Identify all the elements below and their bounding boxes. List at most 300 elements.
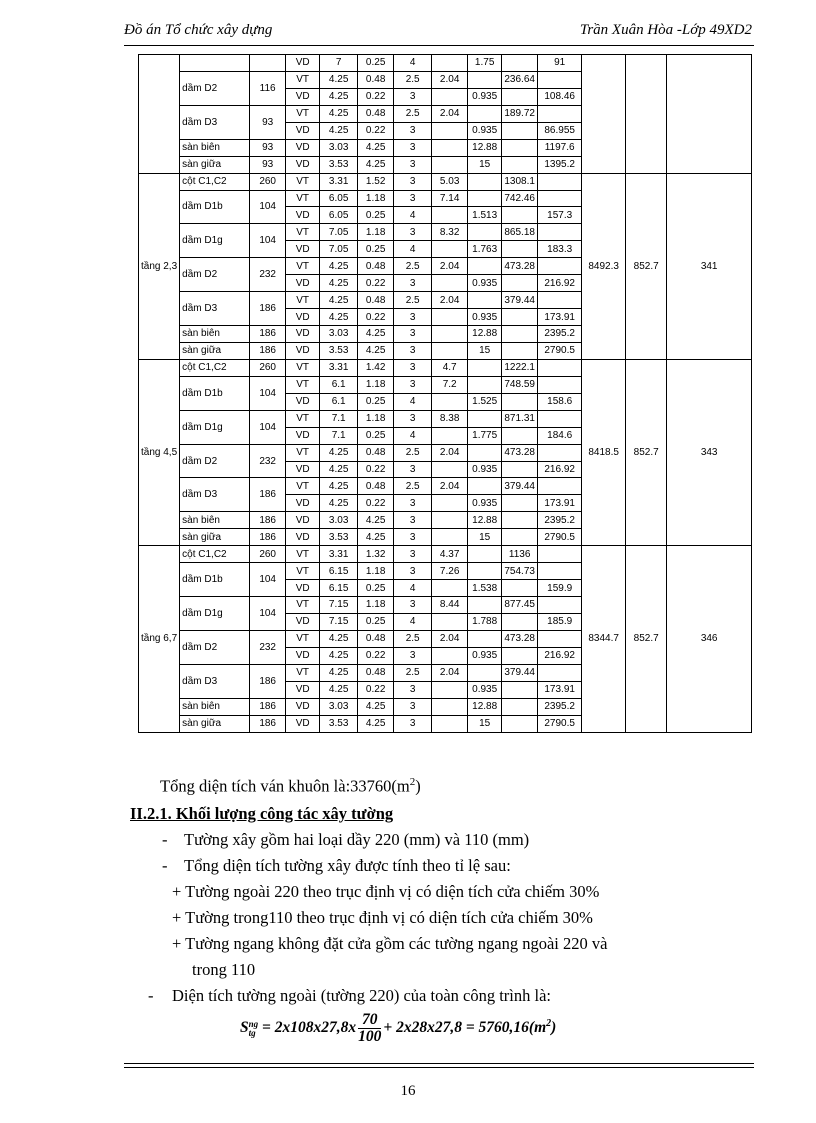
- table-cell: 7.15: [320, 597, 358, 614]
- table-cell: VT: [286, 71, 320, 88]
- table-cell: 1.18: [358, 410, 394, 427]
- table-cell: [432, 613, 468, 630]
- table-cell: [468, 376, 502, 393]
- total-formwork-text: Tổng diện tích ván khuôn là:33760(m: [160, 776, 410, 796]
- formwork-table: [138, 54, 752, 733]
- table-cell: dầm D2: [180, 444, 250, 478]
- table-cell: VD: [286, 512, 320, 529]
- page-number: 16: [400, 1083, 416, 1099]
- table-cell: 12.88: [468, 139, 502, 156]
- table-cell: 104: [250, 597, 286, 631]
- table-cell: 4.25: [358, 156, 394, 173]
- table-cell: [538, 105, 582, 122]
- table-cell: VD: [286, 698, 320, 715]
- table-cell: 7.1: [320, 410, 358, 427]
- table-cell: [502, 55, 538, 72]
- table-cell: 0.48: [358, 105, 394, 122]
- table-cell: 1.18: [358, 190, 394, 207]
- table-cell: [502, 326, 538, 343]
- table-cell: 3.31: [320, 359, 358, 376]
- table-cell: 3.53: [320, 529, 358, 546]
- table-cell: dầm D2: [180, 71, 250, 105]
- table-cell: sàn giữa: [180, 529, 250, 546]
- table-cell: dầm D2: [180, 258, 250, 292]
- table-cell: 2.04: [432, 630, 468, 647]
- table-cell: 4.25: [320, 309, 358, 326]
- table-cell: tầng 2,3: [139, 173, 180, 359]
- table-cell: 379.44: [502, 478, 538, 495]
- table-cell: [432, 427, 468, 444]
- table-cell: VT: [286, 563, 320, 580]
- table-cell: VD: [286, 309, 320, 326]
- table-cell: [502, 715, 538, 732]
- table-cell: VT: [286, 546, 320, 563]
- table-cell: 3: [394, 156, 432, 173]
- table-cell: 3: [394, 139, 432, 156]
- table-cell: VD: [286, 613, 320, 630]
- table-cell: 2.5: [394, 630, 432, 647]
- table-cell: 186: [250, 698, 286, 715]
- table-cell: 4.37: [432, 546, 468, 563]
- table-cell: VT: [286, 224, 320, 241]
- table-cell: VD: [286, 55, 320, 72]
- table-cell: [502, 156, 538, 173]
- table-cell: [502, 139, 538, 156]
- table-cell: 173.91: [538, 309, 582, 326]
- table-cell: 0.935: [468, 495, 502, 512]
- table-cell: [432, 122, 468, 139]
- table-cell: dầm D2: [180, 630, 250, 664]
- table-cell: [432, 309, 468, 326]
- table-cell: 3.03: [320, 326, 358, 343]
- table-cell: 6.15: [320, 580, 358, 597]
- table-cell: 104: [250, 563, 286, 597]
- table-cell: [432, 241, 468, 258]
- table-cell: tầng 4,5: [139, 359, 180, 545]
- table-cell: sàn giữa: [180, 156, 250, 173]
- table-cell: 4: [394, 55, 432, 72]
- table-cell: tầng 6,7: [139, 546, 180, 732]
- bullet-3-text: Diện tích tường ngoài (tường 220) của toàn công trình là:: [172, 986, 552, 1005]
- table-cell: VD: [286, 88, 320, 105]
- table-cell: 0.25: [358, 427, 394, 444]
- table-cell: 0.25: [358, 241, 394, 258]
- formula-lhs: S: [240, 1019, 249, 1037]
- table-cell: [468, 444, 502, 461]
- table-cell: sàn giữa: [180, 715, 250, 732]
- table-cell: [468, 664, 502, 681]
- table-cell: 343: [667, 359, 752, 545]
- header-rule: [124, 45, 754, 46]
- table-cell: VT: [286, 664, 320, 681]
- table-cell: 877.45: [502, 597, 538, 614]
- table-cell: [468, 546, 502, 563]
- table-cell: 0.22: [358, 495, 394, 512]
- table-cell: dầm D3: [180, 105, 250, 139]
- table-cell: 158.6: [538, 393, 582, 410]
- table-cell: [538, 563, 582, 580]
- table-cell: 1.538: [468, 580, 502, 597]
- table-cell: 173.91: [538, 495, 582, 512]
- table-cell: 4.25: [320, 495, 358, 512]
- table-cell: 93: [250, 139, 286, 156]
- table-cell: 104: [250, 224, 286, 258]
- table-cell: 15: [468, 156, 502, 173]
- table-cell: 4.25: [358, 715, 394, 732]
- table-cell: 4.25: [320, 122, 358, 139]
- table-cell: 871.31: [502, 410, 538, 427]
- table-cell: dầm D3: [180, 664, 250, 698]
- table-cell: VT: [286, 292, 320, 309]
- table-cell: 15: [468, 529, 502, 546]
- table-cell: 3: [394, 563, 432, 580]
- table-cell: 2790.5: [538, 715, 582, 732]
- table-cell: VD: [286, 529, 320, 546]
- table-cell: 0.935: [468, 461, 502, 478]
- table-cell: dầm D1g: [180, 410, 250, 444]
- table-cell: 104: [250, 410, 286, 444]
- table-cell: 2.04: [432, 105, 468, 122]
- table-cell: 0.22: [358, 122, 394, 139]
- table-cell: 473.28: [502, 444, 538, 461]
- table-cell: 3: [394, 512, 432, 529]
- table-cell: 3: [394, 359, 432, 376]
- table-cell: 4.25: [320, 664, 358, 681]
- table-cell: 185.9: [538, 613, 582, 630]
- table-cell: 3: [394, 529, 432, 546]
- table-cell: 4: [394, 241, 432, 258]
- formula-unit-sup: 2: [546, 1017, 552, 1029]
- table-cell: 3.53: [320, 156, 358, 173]
- table-cell: 3: [394, 342, 432, 359]
- table-cell: VD: [286, 495, 320, 512]
- table-cell: 186: [250, 292, 286, 326]
- table-cell: [538, 630, 582, 647]
- table-cell: 260: [250, 546, 286, 563]
- formula-fraction: [358, 1012, 381, 1045]
- table-cell: [502, 461, 538, 478]
- table-cell: 4: [394, 393, 432, 410]
- table-cell: 8.44: [432, 597, 468, 614]
- table-cell: 346: [667, 546, 752, 732]
- table-cell: VT: [286, 630, 320, 647]
- table-cell: 3: [394, 715, 432, 732]
- table-cell: [538, 71, 582, 88]
- table-cell: VD: [286, 241, 320, 258]
- table-cell: [468, 173, 502, 190]
- table-cell: 341: [667, 173, 752, 359]
- table-cell: dầm D1b: [180, 563, 250, 597]
- table-cell: 0.48: [358, 258, 394, 275]
- table-cell: 2.5: [394, 292, 432, 309]
- table-cell: 3: [394, 410, 432, 427]
- table-cell: 4.25: [320, 258, 358, 275]
- table-cell: 8.32: [432, 224, 468, 241]
- table-cell: 1.763: [468, 241, 502, 258]
- table-cell: [502, 495, 538, 512]
- table-cell: 2.04: [432, 664, 468, 681]
- table-cell: 0.22: [358, 88, 394, 105]
- table-cell: 4.25: [358, 512, 394, 529]
- table-cell: 7.26: [432, 563, 468, 580]
- table-cell: VT: [286, 410, 320, 427]
- table-cell: 3: [394, 326, 432, 343]
- table-cell: 1.32: [358, 546, 394, 563]
- table-cell: 0.48: [358, 664, 394, 681]
- table-cell: VD: [286, 326, 320, 343]
- table-cell: 2.5: [394, 105, 432, 122]
- table-cell: 4.25: [358, 529, 394, 546]
- table-cell: VD: [286, 156, 320, 173]
- table-cell: 748.59: [502, 376, 538, 393]
- table-cell: 8492.3: [582, 173, 626, 359]
- table-cell: VT: [286, 376, 320, 393]
- table-cell: [432, 580, 468, 597]
- table-cell: 3: [394, 647, 432, 664]
- table-cell: 4.25: [358, 139, 394, 156]
- table-cell: [139, 55, 180, 174]
- table-cell: [468, 359, 502, 376]
- table-cell: 0.48: [358, 71, 394, 88]
- table-cell: 4: [394, 207, 432, 224]
- table-cell: 3: [394, 275, 432, 292]
- table-cell: VD: [286, 715, 320, 732]
- table-cell: 2.04: [432, 71, 468, 88]
- table-cell: 1.513: [468, 207, 502, 224]
- table-cell: [502, 241, 538, 258]
- table-cell: 3.31: [320, 546, 358, 563]
- table-cell: 0.935: [468, 275, 502, 292]
- table-cell: 4.25: [320, 681, 358, 698]
- table-cell: [502, 88, 538, 105]
- table-cell: 7.1: [320, 427, 358, 444]
- table-cell: 4.25: [320, 444, 358, 461]
- table-cell: [432, 647, 468, 664]
- table-cell: 4: [394, 613, 432, 630]
- table-cell: 3.31: [320, 173, 358, 190]
- table-cell: 7.05: [320, 224, 358, 241]
- table-cell: 12.88: [468, 698, 502, 715]
- table-cell: 4.25: [358, 698, 394, 715]
- table-cell: 2.5: [394, 444, 432, 461]
- table-cell: 0.25: [358, 580, 394, 597]
- table-cell: 1.18: [358, 597, 394, 614]
- table-cell: [432, 681, 468, 698]
- header-left: Đồ án Tổ chức xây dựng: [124, 22, 273, 38]
- table-cell: 852.7: [626, 546, 667, 732]
- header-right: Trần Xuân Hòa -Lớp 49XD2: [579, 22, 752, 38]
- table-cell: 4.25: [320, 630, 358, 647]
- table-cell: [432, 326, 468, 343]
- table-cell: 1.525: [468, 393, 502, 410]
- table-cell: 852.7: [626, 173, 667, 359]
- table-cell: [502, 698, 538, 715]
- table-cell: 260: [250, 359, 286, 376]
- table-cell: 186: [250, 529, 286, 546]
- table-cell: 12.88: [468, 512, 502, 529]
- table-cell: 0.935: [468, 122, 502, 139]
- table-cell: 3: [394, 309, 432, 326]
- table-cell: 2790.5: [538, 529, 582, 546]
- formula-unit: (m: [528, 1019, 547, 1037]
- table-cell: 173.91: [538, 681, 582, 698]
- table-cell: 1.788: [468, 613, 502, 630]
- table-cell: 742.46: [502, 190, 538, 207]
- page-header: [124, 22, 752, 42]
- table-cell: VT: [286, 173, 320, 190]
- table-cell: 0.22: [358, 647, 394, 664]
- table-cell: 3.03: [320, 512, 358, 529]
- table-cell: [468, 71, 502, 88]
- table-cell: [432, 495, 468, 512]
- table-cell: [502, 342, 538, 359]
- table-cell: VD: [286, 207, 320, 224]
- table-cell: [502, 580, 538, 597]
- table-cell: 865.18: [502, 224, 538, 241]
- table-cell: 1.775: [468, 427, 502, 444]
- table-cell: 1136: [502, 546, 538, 563]
- table-cell: [502, 207, 538, 224]
- table-cell: [538, 258, 582, 275]
- table-cell: 183.3: [538, 241, 582, 258]
- table-cell: 7.14: [432, 190, 468, 207]
- table-cell: 6.15: [320, 563, 358, 580]
- table-cell: 1.42: [358, 359, 394, 376]
- table-cell: [538, 190, 582, 207]
- table-cell: 0.48: [358, 630, 394, 647]
- table-cell: [502, 309, 538, 326]
- bullet-1: - Tường xây gồm hai loại dầy 220 (mm) và 110 (mm): [162, 830, 530, 849]
- table-cell: 1308.1: [502, 173, 538, 190]
- table-cell: VD: [286, 393, 320, 410]
- table-cell: 4.25: [320, 88, 358, 105]
- table-cell: [432, 512, 468, 529]
- table-cell: 8418.5: [582, 359, 626, 545]
- table-cell: [502, 427, 538, 444]
- table-cell: 0.935: [468, 647, 502, 664]
- table-cell: 0.25: [358, 207, 394, 224]
- table-cell: [468, 190, 502, 207]
- plus-item-2: + Tường trong110 theo trục định vị có diện tích cửa chiếm 30%: [172, 908, 593, 927]
- table-cell: 3: [394, 546, 432, 563]
- table-cell: dầm D3: [180, 478, 250, 512]
- table-cell: 2.04: [432, 444, 468, 461]
- table-cell: [432, 461, 468, 478]
- table-cell: [432, 715, 468, 732]
- table-cell: 6.1: [320, 376, 358, 393]
- table-cell: 2.5: [394, 258, 432, 275]
- table-cell: 0.22: [358, 275, 394, 292]
- total-formwork-close: ): [415, 776, 421, 796]
- table-cell: 15: [468, 715, 502, 732]
- table-cell: dầm D1b: [180, 190, 250, 224]
- formula-part1: = 2x108x27,8x: [258, 1019, 357, 1037]
- table-cell: VD: [286, 427, 320, 444]
- table-cell: 4.25: [320, 105, 358, 122]
- table-cell: [502, 681, 538, 698]
- table-cell: 8.38: [432, 410, 468, 427]
- table-cell: 0.935: [468, 88, 502, 105]
- bullet-3: - Diện tích tường ngoài (tường 220) của toàn công trình là:: [148, 986, 552, 1005]
- table-cell: 0.22: [358, 461, 394, 478]
- table-cell: 852.7: [626, 359, 667, 545]
- footer-rule-1: [124, 1063, 754, 1064]
- table-cell: 12.88: [468, 326, 502, 343]
- table-cell: 186: [250, 326, 286, 343]
- table-cell: 379.44: [502, 292, 538, 309]
- table-cell: 2.5: [394, 478, 432, 495]
- table-cell: 8344.7: [582, 546, 626, 732]
- table-cell: [538, 546, 582, 563]
- table-cell: 186: [250, 478, 286, 512]
- plus-item-3-cont: trong 110: [192, 960, 256, 979]
- table-cell: 1.18: [358, 563, 394, 580]
- table-cell: 91: [538, 55, 582, 72]
- table-cell: VD: [286, 580, 320, 597]
- table-cell: 3: [394, 190, 432, 207]
- table-row: [139, 546, 752, 563]
- table-cell: 86.955: [538, 122, 582, 139]
- table-cell: 186: [250, 512, 286, 529]
- table-cell: VD: [286, 139, 320, 156]
- table-cell: 5.03: [432, 173, 468, 190]
- table-cell: 2395.2: [538, 512, 582, 529]
- table-cell: [468, 630, 502, 647]
- table-cell: 4.25: [320, 647, 358, 664]
- table-cell: VD: [286, 342, 320, 359]
- table-cell: 7: [320, 55, 358, 72]
- table-cell: [502, 647, 538, 664]
- table-cell: 260: [250, 173, 286, 190]
- table-cell: 4: [394, 427, 432, 444]
- table-cell: 4.25: [320, 461, 358, 478]
- table-cell: 4.25: [320, 292, 358, 309]
- table-cell: VT: [286, 258, 320, 275]
- formula-sup: ng: [248, 1018, 259, 1029]
- table-cell: VD: [286, 461, 320, 478]
- table-cell: [502, 393, 538, 410]
- table-cell: 216.92: [538, 461, 582, 478]
- table-cell: sàn biên: [180, 326, 250, 343]
- table-cell: 3: [394, 122, 432, 139]
- table-row: [139, 173, 752, 190]
- table-cell: 216.92: [538, 647, 582, 664]
- table-cell: 3: [394, 495, 432, 512]
- table-cell: 1.52: [358, 173, 394, 190]
- table-row: [139, 359, 752, 376]
- table-cell: [468, 292, 502, 309]
- table-cell: 236.64: [502, 71, 538, 88]
- table-row: [139, 55, 752, 72]
- table-cell: 4.7: [432, 359, 468, 376]
- table-cell: [432, 88, 468, 105]
- table-cell: 232: [250, 258, 286, 292]
- table-cell: 3: [394, 376, 432, 393]
- table-cell: 104: [250, 190, 286, 224]
- formula-denominator: 100: [358, 1028, 382, 1045]
- table-cell: 157.3: [538, 207, 582, 224]
- table-cell: 4.25: [320, 275, 358, 292]
- table-cell: 3.53: [320, 715, 358, 732]
- table-cell: [502, 275, 538, 292]
- table-cell: 473.28: [502, 258, 538, 275]
- table-cell: 3: [394, 681, 432, 698]
- table-cell: [538, 173, 582, 190]
- table-cell: dầm D3: [180, 292, 250, 326]
- table-cell: [626, 55, 667, 174]
- table-cell: 159.9: [538, 580, 582, 597]
- table-cell: [538, 597, 582, 614]
